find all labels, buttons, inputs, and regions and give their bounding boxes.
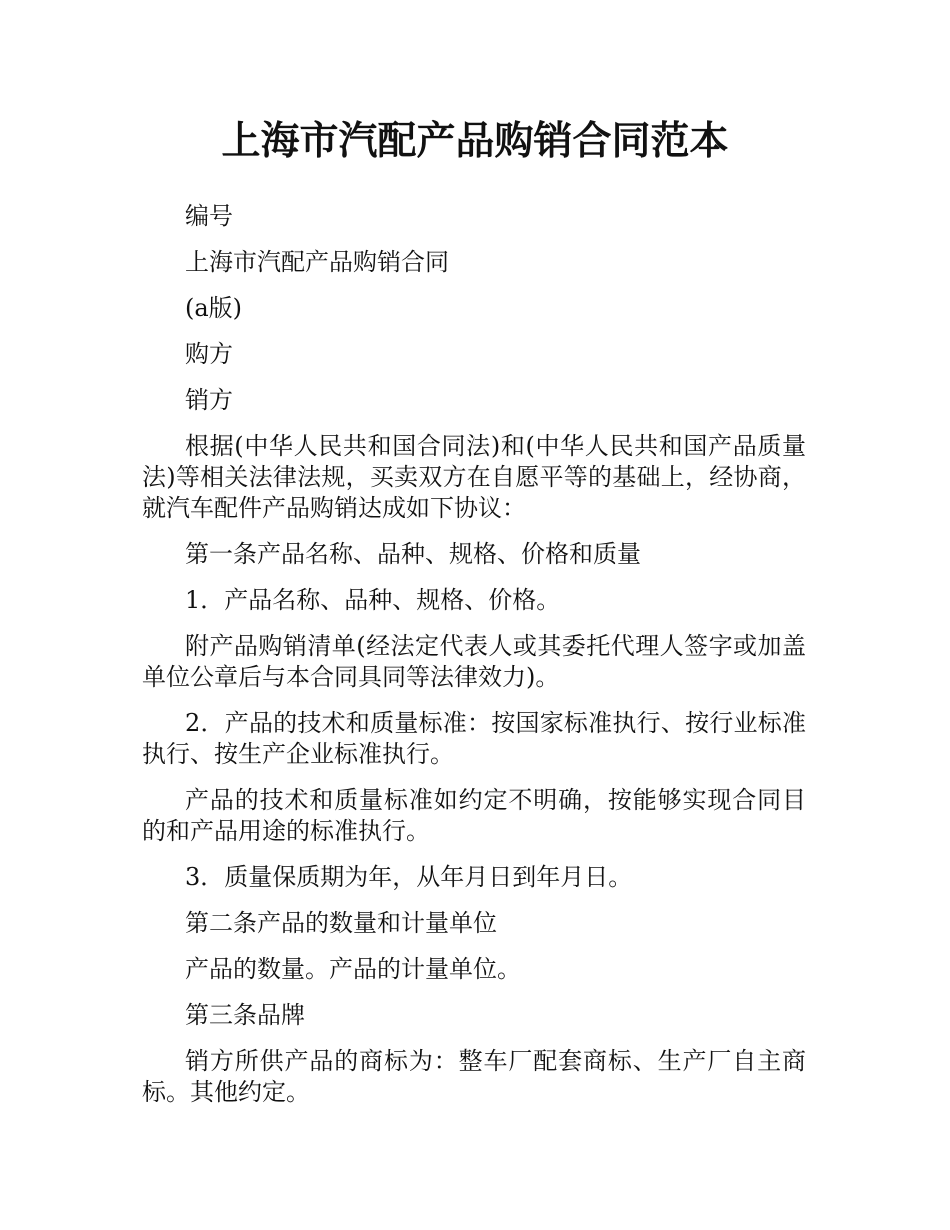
paragraph-preamble: 根据(中华人民共和国合同法)和(中华人民共和国产品质量法)等相关法律法规，买卖双方在自愿平等的基础上，经协商，就汽车配件产品购销达成如下协议： — [142, 432, 806, 522]
paragraph-article-3-body: 销方所供产品的商标为：整车厂配套商标、生产厂自主商标。其他约定。 — [142, 1047, 806, 1106]
paragraph-seller: 销方 — [185, 386, 233, 414]
paragraph-version: (a版) — [185, 294, 243, 322]
paragraph-contract-name: 上海市汽配产品购销合同 — [185, 248, 449, 276]
paragraph-article-1-item-3: 3．质量保质期为年，从年月日到年月日。 — [185, 863, 633, 891]
paragraph-article-1-attachment: 附产品购销清单(经法定代表人或其委托代理人签字或加盖单位公章后与本合同具同等法律效力)。 — [142, 632, 806, 691]
paragraph-article-1-quality-note: 产品的技术和质量标准如约定不明确，按能够实现合同目的和产品用途的标准执行。 — [142, 786, 806, 845]
paragraph-article-1-item-1: 1．产品名称、品种、规格、价格。 — [185, 586, 561, 614]
paragraph-article-2-body: 产品的数量。产品的计量单位。 — [185, 955, 521, 983]
paragraph-article-3-heading: 第三条品牌 — [185, 1001, 305, 1029]
paragraph-serial-number: 编号 — [185, 202, 233, 230]
paragraph-buyer: 购方 — [185, 340, 233, 368]
paragraph-article-2-heading: 第二条产品的数量和计量单位 — [185, 909, 497, 937]
document-body — [142, 201, 806, 1123]
paragraph-article-1-heading: 第一条产品名称、品种、规格、价格和质量 — [185, 540, 641, 568]
document-title: 上海市汽配产品购销合同范本 — [221, 119, 729, 164]
paragraph-article-1-item-2: 2．产品的技术和质量标准：按国家标准执行、按行业标准执行、按生产企业标准执行。 — [142, 709, 806, 768]
